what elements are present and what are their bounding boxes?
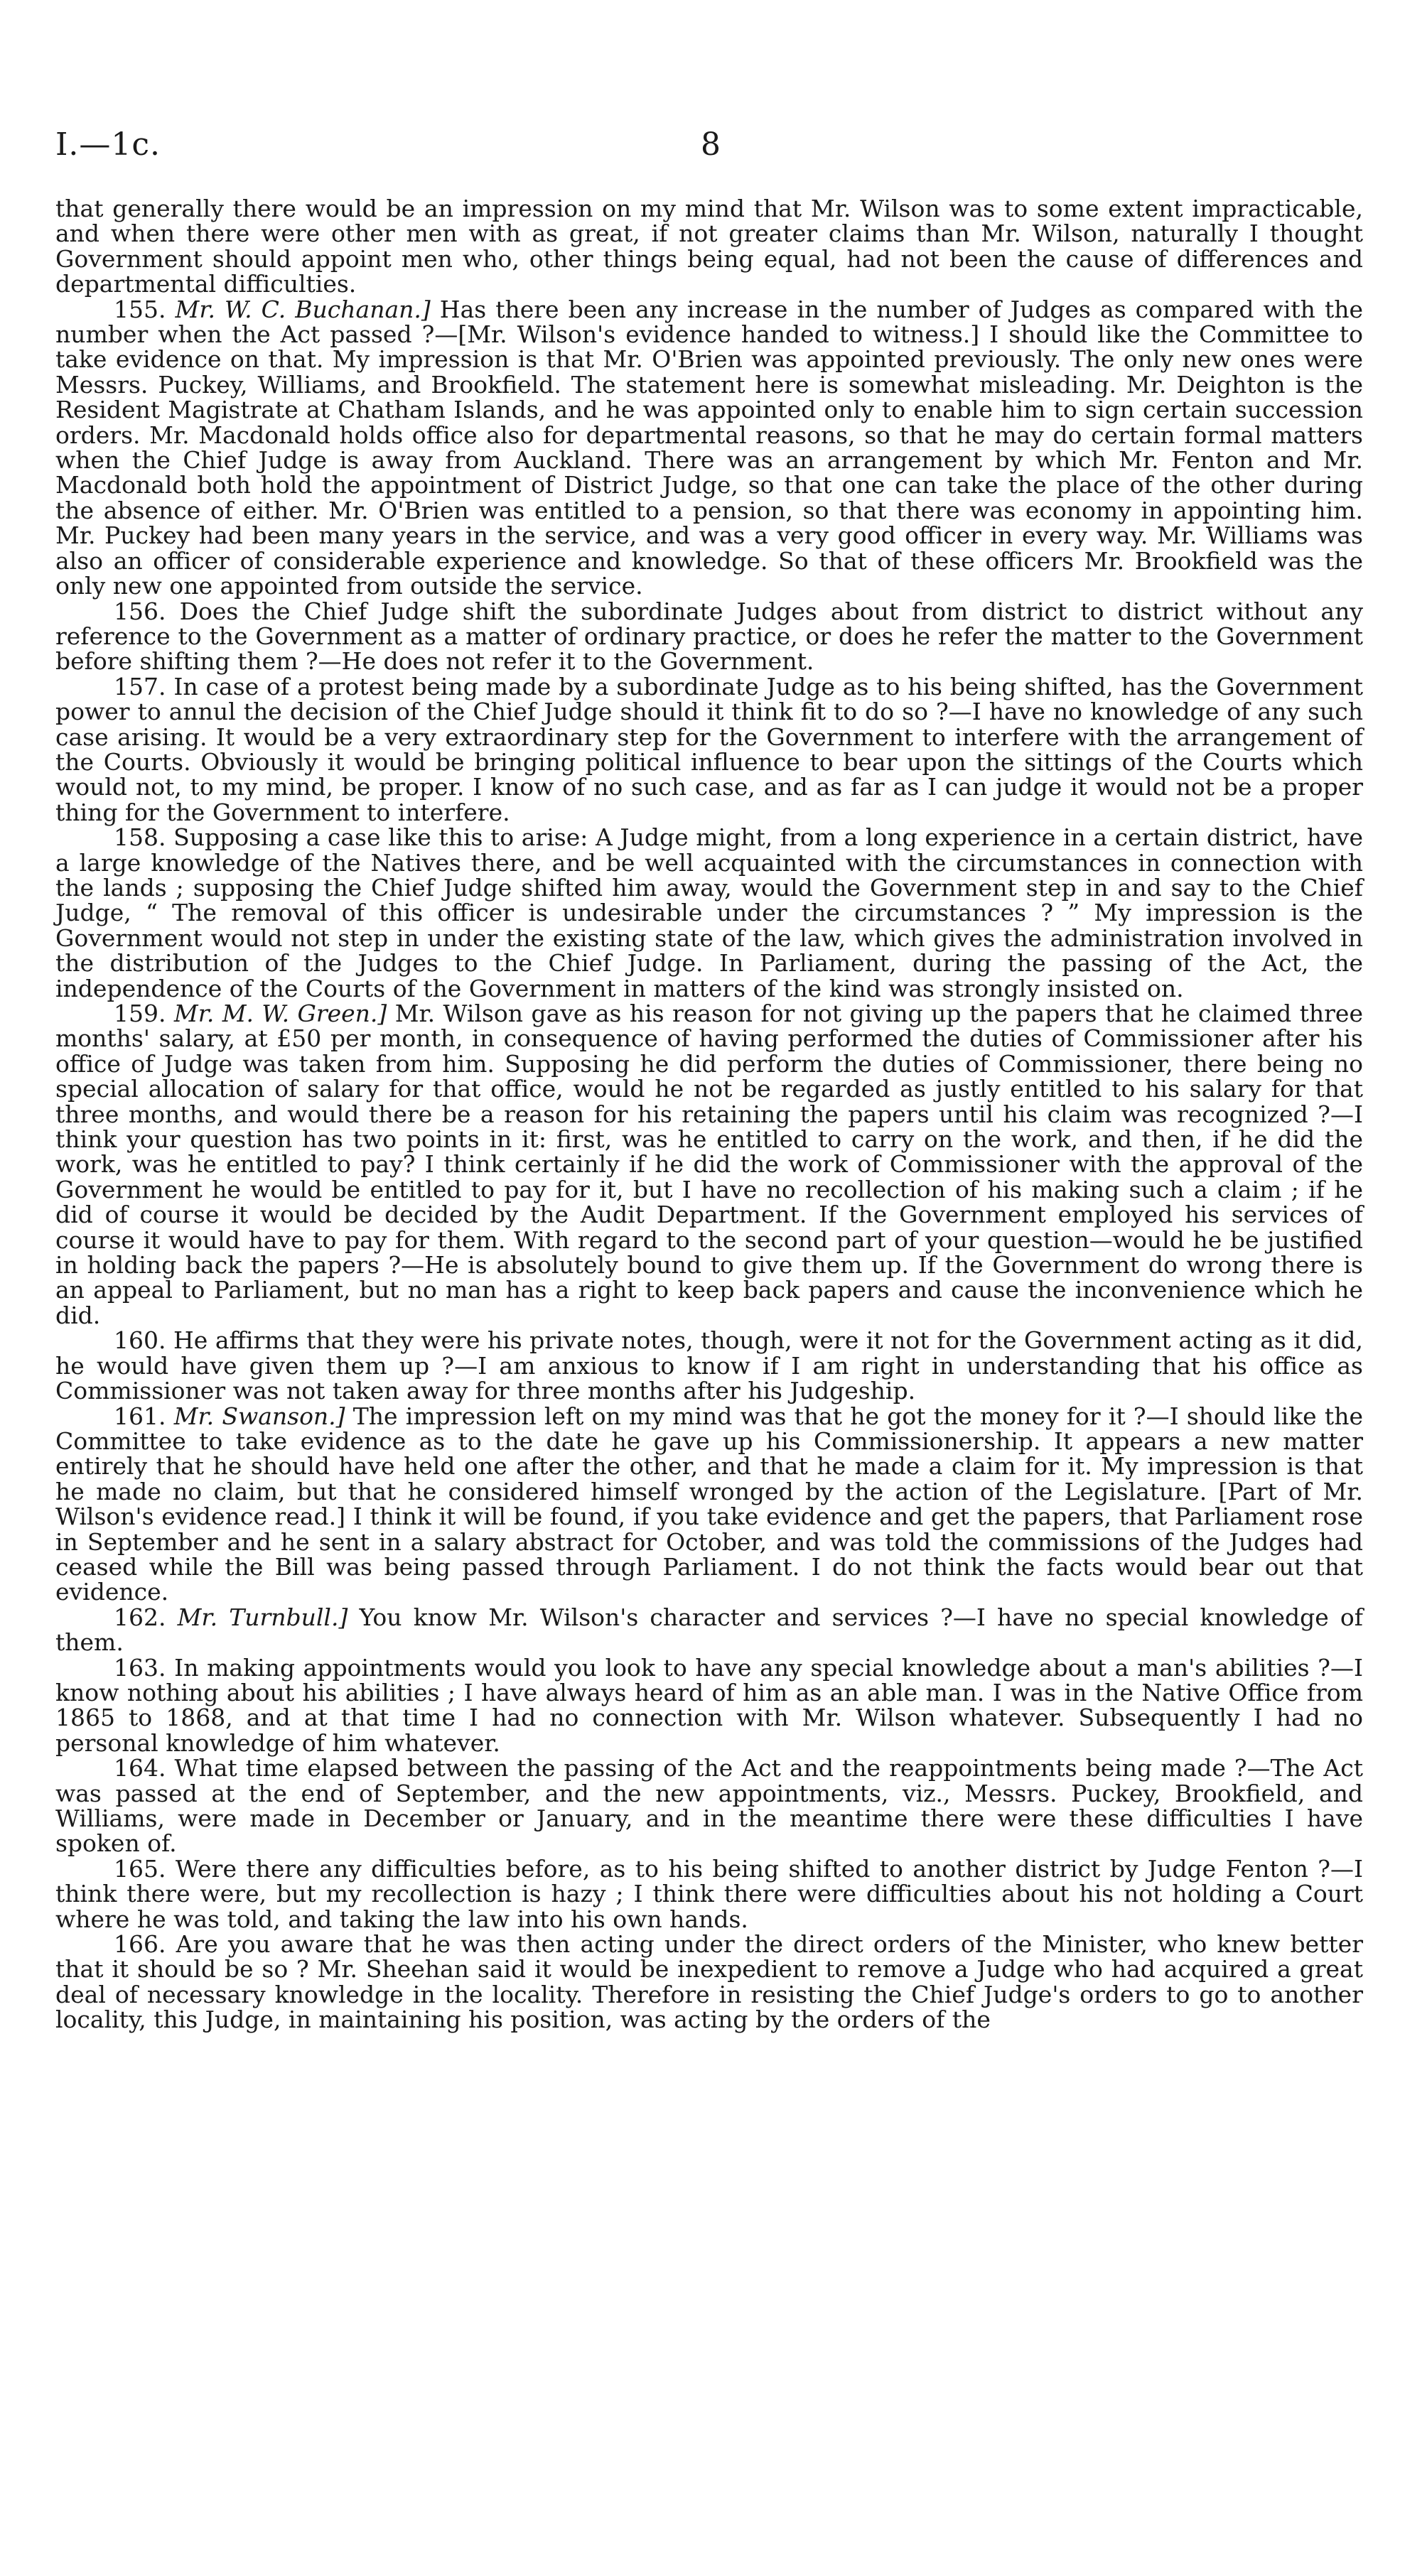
- paragraph-continuation: that generally there would be an impression on my mind that Mr. Wilson was to some extent impracticable, and when there were other men with as great, if not greater claims than Mr. Wilson, naturally I thought Government should appoint men who, other things being equal, had not been the cause of differences and departmental difficulties.: [55, 195, 1363, 298]
- page-header: [55, 126, 1363, 169]
- question-157: 157. In case of a protest being made by a subordinate Judge as to his being shifted, has the Government power to annul the decision of the Chief Judge should it think fit to do so ?—I have no knowledge of any such case arising. It would be a very extraordinary step for the Government to interfere with the arrangement of the Courts. Obviously it would be bringing political influence to bear upon the sittings of the Courts which would not, to my mind, be proper. I know of no such case, and as far as I can judge it would not be a proper thing for the Government to interfere.: [55, 672, 1363, 826]
- question-165: 165. Were there any difficulties before, as to his being shifted to another district by Judge Fenton ?—I think there were, but my recollection is hazy ; I think there were difficulties about his not holding a Court where he was told, and taking the law into his own hands.: [55, 1854, 1363, 1933]
- document-reference: I.—1c.: [55, 126, 161, 163]
- question-158: 158. Supposing a case like this to arise: A Judge might, from a long experience in a certain district, have a large knowledge of the Natives there, and be well acquainted with the circumstances in connection with the lands ; supposing the Chief Judge shifted him away, would the Government step in and say to the Chief Judge, “ The removal of this officer is undesirable under the circumstances ? ” My impression is the Government would not step in under the existing state of the law, which gives the administration involved in the distribution of the Judges to the Chief Judge. In Parliament, during the passing of the Act, the independence of the Courts of the Government in matters of the kind was strongly insisted on.: [55, 823, 1363, 1002]
- question-162: 162. Mr. Turnbull.] You know Mr. Wilson's character and services ?—I have no special knowledge of them.: [55, 1603, 1364, 1657]
- question-156: 156. Does the Chief Judge shift the subordinate Judges about from district to district without any reference to the Government as a matter of ordinary practice, or does he refer the matter to the Government before shifting them ?—He does not refer it to the Government.: [55, 597, 1364, 676]
- speaker: Mr. W. C. Buchanan.]: [175, 295, 431, 323]
- evidence-body: [55, 196, 1363, 2033]
- speaker: Mr. Swanson.]: [173, 1402, 345, 1430]
- question-155: 155. Mr. W. C. Buchanan.] Has there been any increase in the number of Judges as compared with the number when the Act passed ?—[Mr. Wilson's evidence handed to witness.] I should like the Committee to take evidence on that. My impression is that Mr. O'Brien was appointed previously. The only new ones were Messrs. Puckey, Williams, and Brookfield. The statement here is somewhat misleading. Mr. Deighton is the Resident Magistrate at Chatham Islands, and he was appointed only to enable him to sign certain succession orders. Mr. Macdonald holds office also for departmental reasons, so that he may do certain formal matters when the Chief Judge is away from Auckland. There was an arrangement by which Mr. Fenton and Mr. Macdonald both hold the appointment of District Judge, so that one can take the place of the other during the absence of either. Mr. O'Brien was entitled to a pension, so that there was economy in appointing him. Mr. Puckey had been many years in the service, and was a very good officer in every way. Mr. Williams was also an officer of considerable experience and knowledge. So that of these officers Mr. Brookfield was the only new one appointed from outside the service.: [55, 295, 1363, 600]
- page-number: 8: [701, 126, 721, 163]
- question-163: 163. In making appointments would you look to have any special knowledge about a man's abilities ?—I know nothing about his abilities ; I have always heard of him as an able man. I was in the Native Office from 1865 to 1868, and at that time I had no connection with Mr. Wilson whatever. Subsequently I had no personal knowledge of him whatever.: [55, 1653, 1363, 1757]
- question-166: 166. Are you aware that he was then acting under the direct orders of the Minister, who knew better that it should be so ? Mr. Sheehan said it would be inexpedient to remove a Judge who had acquired a great deal of necessary knowledge in the locality. Therefore in resisting the Chief Judge's orders to go to another locality, this Judge, in maintaining his position, was acting by the orders of the: [55, 1930, 1363, 2034]
- question-164: 164. What time elapsed between the passing of the Act and the reappointments being made ?—The Act was passed at the end of September, and the new appointments, viz., Messrs. Puckey, Brookfield, and Williams, were made in December or January, and in the meantime there were these difficulties I have spoken of.: [55, 1754, 1363, 1858]
- question-161: 161. Mr. Swanson.] The impression left on my mind was that he got the money for it ?—I should like the Committee to take evidence as to the date he gave up his Commissionership. It appears a new matter entirely that he should have held one after the other, and that he made a claim for it. My impression is that he made no claim, but that he considered himself wronged by the action of the Legislature. [Part of Mr. Wilson's evidence read.] I think it will be found, if you take evidence and get the papers, that Parliament rose in September and he sent in a salary abstract for October, and was told the commissions of the Judges had ceased while the Bill was being passed through Parliament. I do not think the facts would bear out that evidence.: [55, 1402, 1363, 1606]
- speaker: Mr. M. W. Green.]: [173, 1000, 387, 1027]
- speaker: Mr. Turnbull.]: [177, 1603, 348, 1631]
- question-160: 160. He affirms that they were his private notes, though, were it not for the Government acting as it did, he would have given them up ?—I am anxious to know if I am right in understanding that his office as Commissioner was not taken away for three months after his Judgeship.: [55, 1326, 1364, 1405]
- question-159: 159. Mr. M. W. Green.] Mr. Wilson gave as his reason for not giving up the papers that he claimed three months' salary, at £50 per month, in consequence of having performed the duties of Commissioner after his office of Judge was taken from him. Supposing he did perform the duties of Commissioner, there being no special allocation of salary for that office, would he not be regarded as justly entitled to his salary for that three months, and would there be a reason for his retaining the papers until his claim was recognized ?—I think your question has two points in it: first, was he entitled to carry on the work, and then, if he did the work, was he entitled to pay? I think certainly if he did the work of Commissioner with the approval of the Government he would be entitled to pay for it, but I have no recollection of his making such a claim ; if he did of course it would be decided by the Audit Department. If the Government employed his services of course it would have to pay for them. With regard to the second part of your question—would he be justified in holding back the papers ?—He is absolutely bound to give them up. If the Government do wrong there is an appeal to Parliament, but no man has a right to keep back papers and cause the inconvenience which he did.: [55, 1000, 1363, 1329]
